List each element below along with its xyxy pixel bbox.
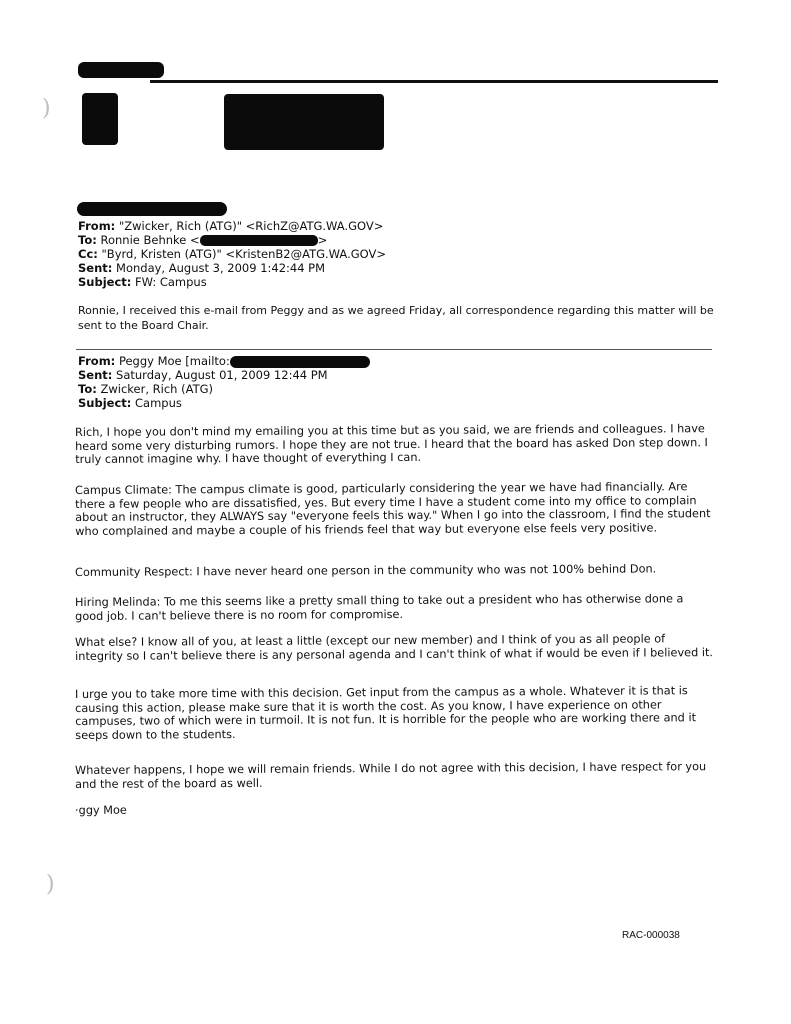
body-paragraph-7: Whatever happens, I hope we will remain friends. While I do not agree with this decision, I have respect for you and the rest of the board as well.	[75, 760, 707, 791]
header-cc-label: Cc:	[78, 247, 98, 261]
redaction-mailto	[230, 356, 370, 368]
header-to-line	[78, 234, 327, 248]
header-cc-value: "Byrd, Kristen (ATG)" <KristenB2@ATG.WA.GOV>	[101, 247, 387, 261]
original-from-line	[78, 355, 370, 369]
header-subject-value: FW: Campus	[135, 275, 207, 289]
original-sent-value: Saturday, August 01, 2009 12:44 PM	[116, 368, 328, 382]
header-sent-line	[78, 262, 325, 276]
header-to-value: Ronnie Behnke <	[100, 233, 200, 247]
header-to-close: >	[317, 233, 328, 247]
body-paragraph-4: Hiring Melinda: To me this seems like a pretty small thing to take out a president who has otherwise done a good job. I can't believe there is no room for compromise.	[75, 592, 684, 623]
original-subject-line	[78, 397, 182, 411]
message-divider	[76, 349, 712, 350]
original-to-label: To:	[78, 382, 97, 396]
header-subject-line	[78, 276, 207, 290]
original-to-line	[78, 383, 213, 397]
original-from-value: Peggy Moe [mailto:	[118, 354, 230, 368]
redaction-above-from	[77, 202, 227, 216]
header-from-value: "Zwicker, Rich (ATG)" <RichZ@ATG.WA.GOV>	[118, 219, 384, 233]
body-paragraph-6: I urge you to take more time with this decision. Get input from the campus as a whole. Whatever it is that is causing this action, please make sure that it is worth the cost. As you know, I have experience on other campuses, two of which were in turmoil. It is not fun. It is horrible for the people who are working there and it seeps down to the students.	[75, 684, 697, 742]
header-from-label: From:	[78, 219, 116, 233]
redaction-header-left	[78, 62, 164, 78]
body-paragraph-1: Rich, I hope you don't mind my emailing you at this time but as you said, we are friends and colleagues. I have heard some very disturbing rumors. I hope they are not true. I heard that the board has asked Don step down. I truly cannot imagine why. I have thought of everything I can.	[75, 422, 708, 467]
original-from-label: From:	[78, 354, 116, 368]
forward-note: Ronnie, I received this e-mail from Peggy and as we agreed Friday, all correspondence regarding this matter will be sent to the Board Chair.	[78, 304, 714, 332]
redaction-logo	[82, 93, 118, 145]
body-paragraph-5: What else? I know all of you, at least a little (except our new member) and I think of you as all people of integrity so I can't believe there is any personal agenda and I can't think of what if would be even if I believed it.	[75, 632, 714, 663]
scan-mark-bottom: )	[46, 872, 55, 897]
header-subject-label: Subject:	[78, 275, 132, 289]
original-sent-line	[78, 369, 328, 383]
header-rule	[150, 80, 718, 83]
original-subject-label: Subject:	[78, 396, 132, 410]
body-paragraph-2: Campus Climate: The campus climate is good, particularly considering the year we have had financially. Are there a few people who are dissatisfied, yes. But every time I have a student come into my office to complain about an instructor, they ALWAYS say "everyone feels this way." When I go into the classroom, I find the student who complained and maybe a couple of his friends feel that way but everyone else feels very positive.	[75, 480, 711, 538]
scan-mark-top: )	[42, 96, 51, 121]
header-sent-label: Sent:	[78, 261, 113, 275]
redaction-letterhead	[224, 94, 384, 150]
header-cc-line	[78, 248, 386, 262]
redaction-to-email	[200, 235, 318, 246]
signature: ·ggy Moe	[75, 803, 127, 817]
header-to-label: To:	[78, 233, 97, 247]
header-from-line	[78, 220, 383, 234]
header-sent-value: Monday, August 3, 2009 1:42:44 PM	[116, 261, 326, 275]
original-subject-value: Campus	[135, 396, 182, 410]
body-paragraph-3: Community Respect: I have never heard one person in the community who was not 100% behind Don.	[75, 562, 657, 579]
original-sent-label: Sent:	[78, 368, 113, 382]
original-to-value: Zwicker, Rich (ATG)	[100, 382, 213, 396]
bates-number: RAC-000038	[622, 930, 680, 941]
